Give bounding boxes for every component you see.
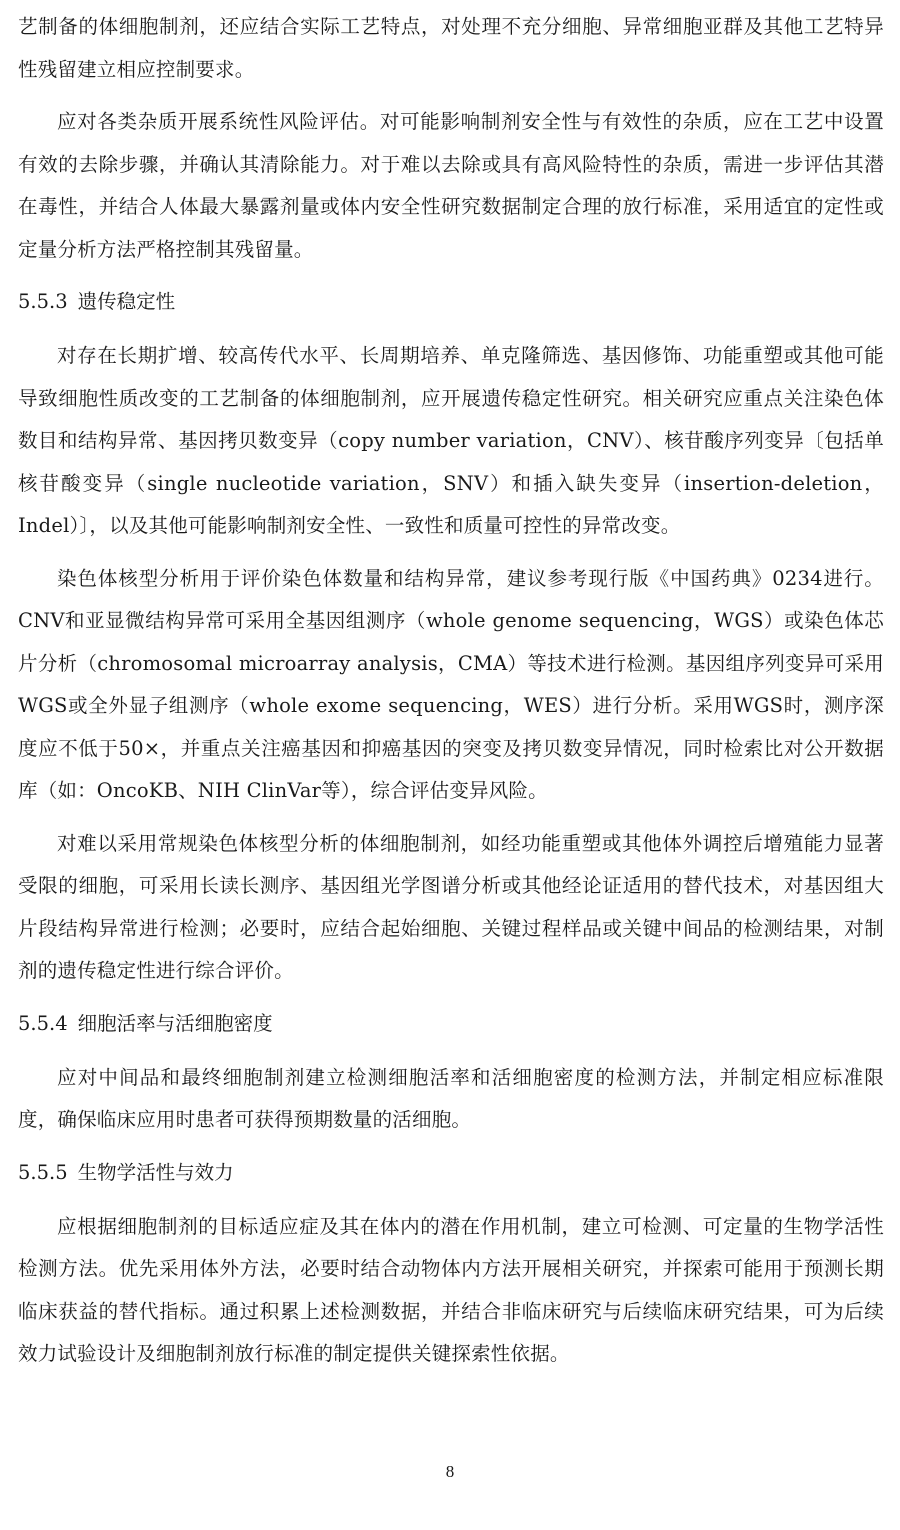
paragraph-alternative-methods: 对难以采用常规染色体核型分析的体细胞制剂，如经功能重塑或其他体外调控后增殖能力显著受限的细胞，可采用长读长测序、基因组光学图谱分析或其他经论证适用的替代技术，对基因组大片段结构异常进行检测；必要时，应结合起始细胞、关键过程样品或关键中间品的检测结果，对制剂的遗传稳定性进行综合评价。 (18, 831, 884, 982)
paragraph-continuation: 艺制备的体细胞制剂，还应结合实际工艺特点，对处理不充分细胞、异常细胞亚群及其他工艺特异性残留建立相应控制要求。 (18, 15, 884, 81)
section-number: 5.5.3 (18, 290, 68, 313)
paragraph-potency: 应根据细胞制剂的目标适应症及其在体内的潜在作用机制，建立可检测、可定量的生物学活性检测方法。优先采用体外方法，必要时结合动物体内方法开展相关研究，并探索可能用于预测长期临床获益的替代指标。通过积累上述检测数据，并结合非临床研究与后续临床研究结果，可为后续效力试验设计及细胞制剂放行标准的制定提供关键探索性依据。 (18, 1214, 884, 1365)
section-heading-potency (18, 1152, 884, 1194)
section-title: 生物学活性与效力 (77, 1160, 234, 1184)
section-heading-viability (18, 1003, 884, 1045)
paragraph-viability: 应对中间品和最终细胞制剂建立检测细胞活率和活细胞密度的检测方法，并制定相应标准限度，确保临床应用时患者可获得预期数量的活细胞。 (18, 1065, 884, 1131)
page-number: 8 (445, 1462, 455, 1481)
document-page (18, 6, 884, 1386)
paragraph-karyotype-analysis: 染色体核型分析用于评价染色体数量和结构异常，建议参考现行版《中国药典》0234进行。CNV和亚显微结构异常可采用全基因组测序（whole genome sequencing，WGS）或染色体芯片分析（chromosomal microarray analysis，CMA）等技术进行检测。基因组序列变异可采用WGS或全外显子组测序（whole exome sequencing，WES）进行分析。采用WGS时，测序深度应不低于50×，并重点关注癌基因和抑癌基因的突变及拷贝数变异情况，同时检索比对公开数据库（如：OncoKB、NIH ClinVar等），综合评估变异风险。 (18, 566, 884, 802)
section-heading-genetic-stability (18, 281, 884, 323)
section-title: 遗传稳定性 (77, 290, 176, 313)
section-title: 细胞活率与活细胞密度 (77, 1011, 273, 1035)
paragraph-impurity-risk: 应对各类杂质开展系统性风险评估。对可能影响制剂安全性与有效性的杂质，应在工艺中设置有效的去除步骤，并确认其清除能力。对于难以去除或具有高风险特性的杂质，需进一步评估其潜在毒性，并结合人体最大暴露剂量或体内安全性研究数据制定合理的放行标准，采用适宜的定性或定量分析方法严格控制其残留量。 (18, 110, 884, 261)
paragraph-genetic-stability-scope: 对存在长期扩增、较高传代水平、长周期培养、单克隆筛选、基因修饰、功能重塑或其他可能导致细胞性质改变的工艺制备的体细胞制剂，应开展遗传稳定性研究。相关研究应重点关注染色体数目和结构异常、基因拷贝数变异（copy number variation，CNV）、核苷酸序列变异〔包括单核苷酸变异（single nucleotide variation，SNV）和插入缺失变异（insertion-deletion，Indel）〕，以及其他可能影响制剂安全性、一致性和质量可控性的异常改变。 (18, 344, 884, 537)
section-number: 5.5.4 (18, 1011, 68, 1035)
section-number: 5.5.5 (18, 1160, 68, 1184)
